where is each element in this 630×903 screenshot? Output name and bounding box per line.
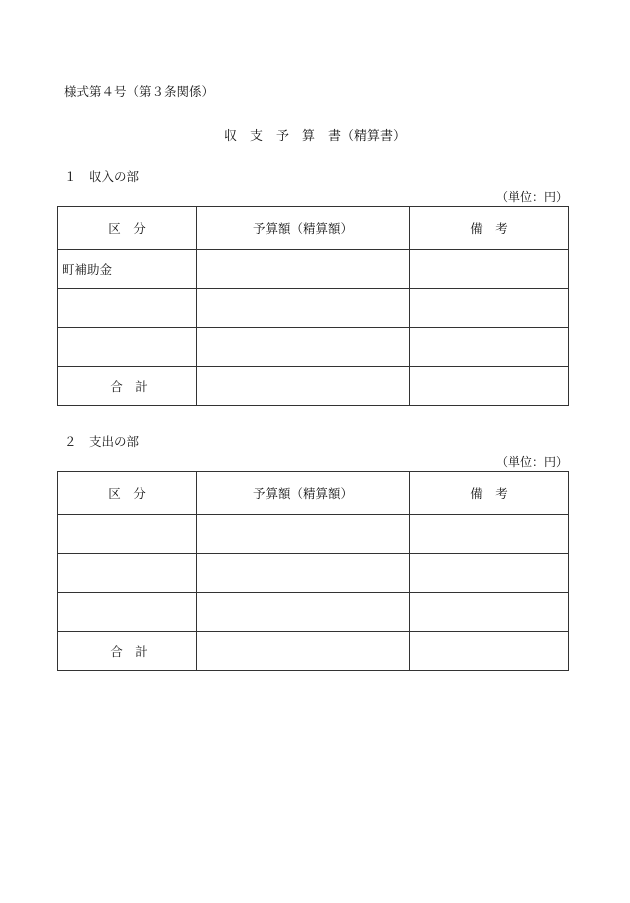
income-section-heading: １ 収入の部 <box>64 169 140 184</box>
expense-unit-label: （単位：円） <box>495 455 568 469</box>
remarks-cell <box>410 593 569 632</box>
table-header-row <box>58 207 569 250</box>
column-header-remarks: 備 考 <box>410 472 569 515</box>
table-row <box>58 289 569 328</box>
total-label: 合 計 <box>58 632 197 671</box>
remarks-cell <box>410 515 569 554</box>
remarks-cell <box>410 289 569 328</box>
expense-section-heading: ２ 支出の部 <box>64 434 140 449</box>
total-amount-cell <box>197 632 410 671</box>
total-label: 合 計 <box>58 367 197 406</box>
table-header-row <box>58 472 569 515</box>
total-row <box>58 367 569 406</box>
amount-cell <box>197 593 410 632</box>
income-unit-label: （単位：円） <box>495 190 568 204</box>
amount-cell <box>197 289 410 328</box>
amount-cell <box>197 328 410 367</box>
column-header-category: 区 分 <box>58 472 197 515</box>
amount-cell <box>197 250 410 289</box>
category-cell <box>58 328 197 367</box>
remarks-cell <box>410 250 569 289</box>
category-cell: 町補助金 <box>58 250 197 289</box>
column-header-category: 区 分 <box>58 207 197 250</box>
amount-cell <box>197 515 410 554</box>
amount-cell <box>197 554 410 593</box>
income-table <box>57 206 569 406</box>
table-row <box>58 593 569 632</box>
column-header-amount: 予算額（精算額） <box>197 207 410 250</box>
category-cell <box>58 515 197 554</box>
total-row <box>58 632 569 671</box>
form-label: 様式第４号（第３条関係） <box>64 84 215 99</box>
table-row <box>58 250 569 289</box>
category-cell <box>58 593 197 632</box>
table-row <box>58 515 569 554</box>
table-row <box>58 328 569 367</box>
category-cell <box>58 554 197 593</box>
total-remarks-cell <box>410 632 569 671</box>
total-amount-cell <box>197 367 410 406</box>
expense-table <box>57 471 569 671</box>
category-cell <box>58 289 197 328</box>
remarks-cell <box>410 554 569 593</box>
column-header-remarks: 備 考 <box>410 207 569 250</box>
remarks-cell <box>410 328 569 367</box>
page-title: 収 支 予 算 書（精算書） <box>223 129 406 144</box>
total-remarks-cell <box>410 367 569 406</box>
column-header-amount: 予算額（精算額） <box>197 472 410 515</box>
table-row <box>58 554 569 593</box>
